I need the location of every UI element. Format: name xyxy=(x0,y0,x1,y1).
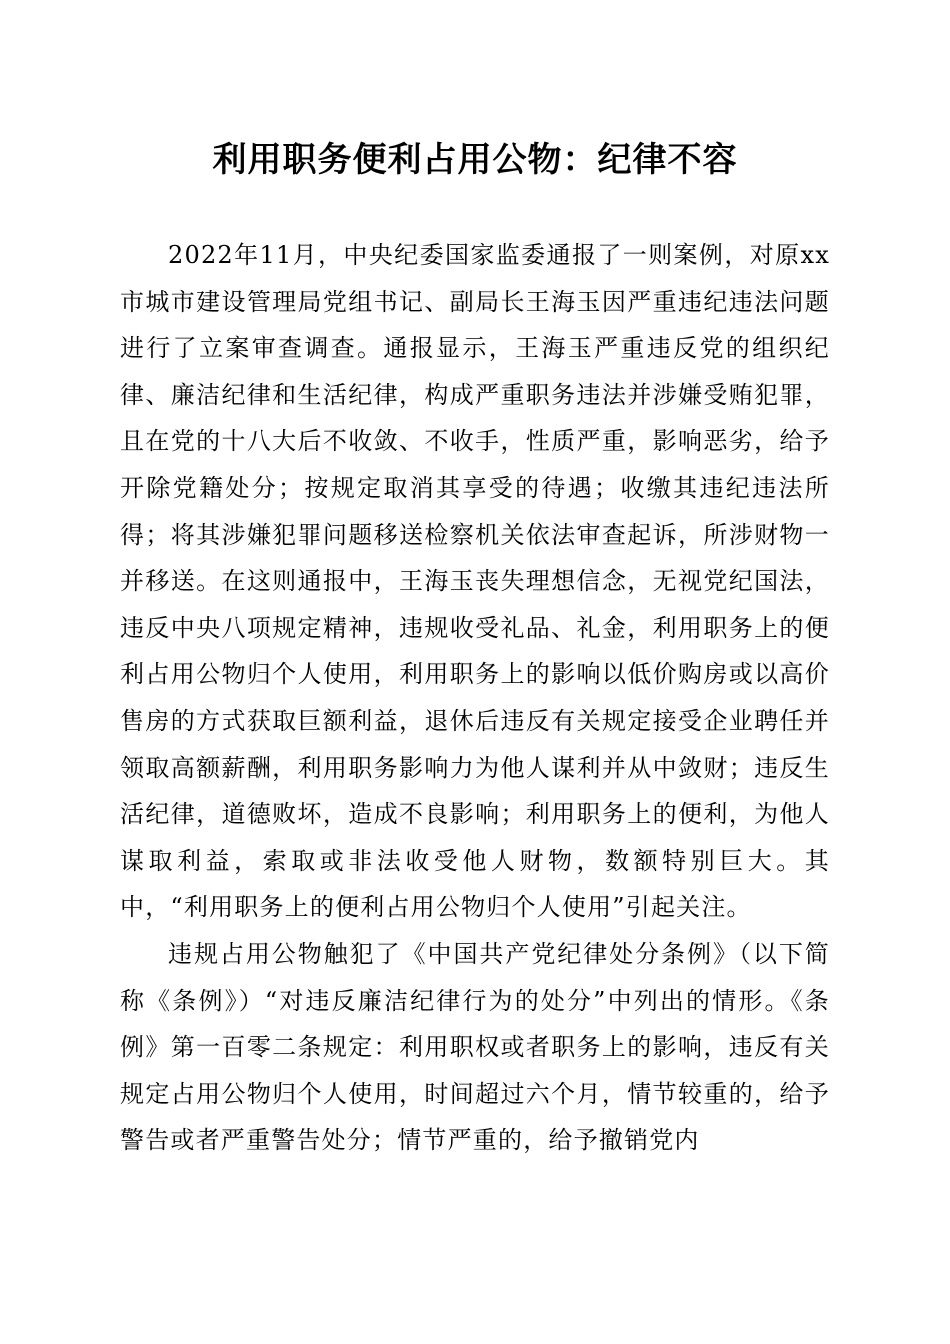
paragraph-regulation: 违规占用公物触犯了《中国共产党纪律处分条例》（以下简称《条例》）“对违反廉洁纪律行为的处分”中列出的情形。《条例》第一百零二条规定：利用职权或者职务上的影响，违反有关规定占用公物归个人使用，时间超过六个月，情节较重的，给予警告或者严重警告处分；情节严重的，给予撤销党内 xyxy=(120,939,830,1155)
paragraph-case-report: 2022年11月，中央纪委国家监委通报了一则案例，对原xx市城市建设管理局党组书记、副局长王海玉因严重违纪违法问题进行了立案审查调查。通报显示，王海玉严重违反党的组织纪律、廉洁纪律和生活纪律，构成严重职务违法并涉嫌受贿犯罪，且在党的十八大后不收敛、不收手，性质严重，影响恶劣，给予开除党籍处分；按规定取消其享受的待遇；收缴其违纪违法所得；将其涉嫌犯罪问题移送检察机关依法审查起诉，所涉财物一并移送。在这则通报中，王海玉丧失理想信念，无视党纪国法，违反中央八项规定精神，违规收受礼品、礼金，利用职务上的便利占用公物归个人使用，利用职务上的影响以低价购房或以高价售房的方式获取巨额利益，退休后违反有关规定接受企业聘任并领取高额薪酬，利用职务影响力为他人谋利并从中敛财；违反生活纪律，道德败坏，造成不良影响；利用职务上的便利，为他人谋取利益，索取或非法收受他人财物，数额特别巨大。其中，“利用职务上的便利占用公物归个人使用”引起关注。 xyxy=(120,241,830,922)
document-body xyxy=(120,232,830,1164)
document-title: 利用职务便利占用公物：纪律不容 xyxy=(212,140,738,180)
